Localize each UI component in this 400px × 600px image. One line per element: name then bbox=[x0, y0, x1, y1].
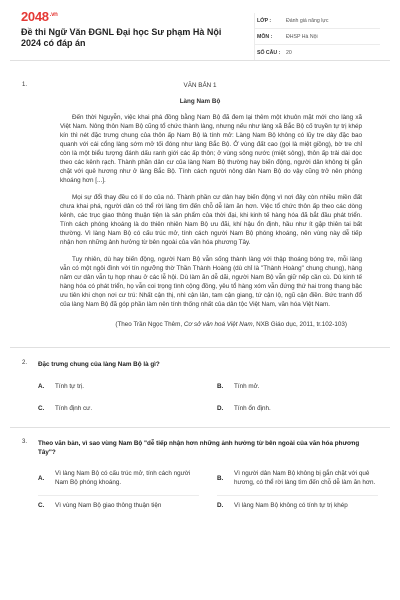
page-header bbox=[0, 0, 400, 60]
section-title: VĂN BẢN 1 bbox=[183, 82, 217, 89]
question-text: Đặc trưng chung của làng Nam Bộ là gì? bbox=[38, 361, 160, 368]
question-number: 1. bbox=[22, 82, 28, 88]
option-text: Vì người dân Nam Bộ không bị gắn chặt với quê hương, có thể rời làng tìm đến chỗ dễ làm ăn hơn. bbox=[234, 470, 376, 486]
option-letter: D. bbox=[217, 502, 224, 509]
option-letter: C. bbox=[38, 404, 45, 412]
passage-source bbox=[22, 321, 347, 328]
answer-option-d[interactable] bbox=[217, 496, 378, 510]
source-prefix: (Theo Trần Ngọc Thêm, bbox=[115, 321, 184, 328]
passage-paragraph: Đến thời Nguyễn, việc khai phá đồng bằng Nam Bộ đã đem lại thêm một khuôn mặt mới cho làng xã Việt Nam. Nông thôn Nam Bộ cũng tổ chức thành làng, nhưng nếu như làng xã Bắc Bộ cố truyền tự trị khép kín thì nét đặc trưng chung của thôn ấp Nam Bộ là tính mở: Làng Nam Bộ không có lũy tre dày đặc bao quanh với cái cổng làng sớm mở tối đóng như làng Bắc Bộ. Ở vùng đất cao (gọi là miệt giồng), bờ tre chỉ còn là một biểu tượng đánh dấu ranh giới các ấp thôn; ở vùng sông nước (miệt sông), thôn ấp trải dài dọc theo các kênh rạch. Thành phần dân cư của làng Nam Bộ thường hay biến động, người dân không bị gắn chặt với quê hương như ở làng Bắc Bộ. Tính cách người nông dân Nam Bộ do vậy cũng trở nên phóng khoáng hơn [...]. bbox=[60, 114, 362, 184]
question-1 bbox=[0, 61, 400, 328]
site-logo[interactable] bbox=[21, 9, 58, 24]
answer-option-b[interactable] bbox=[217, 375, 378, 397]
answer-option-c[interactable] bbox=[38, 496, 199, 510]
question-2 bbox=[0, 348, 400, 419]
question-3 bbox=[0, 428, 400, 510]
option-letter: A. bbox=[38, 382, 45, 390]
option-letter: B. bbox=[217, 382, 224, 390]
meta-row-class bbox=[255, 13, 380, 29]
passage-paragraph: Tuy nhiên, dù hay biến động, người Nam Bộ vẫn sống thành làng với thập thoáng bóng tre, mỗi làng vẫn có một ngôi đình với tín ngưỡng thờ Thần Thành Hoàng (dù chỉ là "Thành Hoàng" chung chung), hàng năm cư dân vẫn tụ họp nhau ở các lễ hội. Dù làm ăn dễ dãi, người Nam Bộ vẫn giữ nếp cần cù. Dù kinh tế hàng hóa có phát triển, họ vẫn coi trọng tình cộng đồng, yêu tổ hàng xóm vẫn đứng thứ hai trong thang bậc ưu tiên khi chọn nơi cư trú: Nhất cận thị, nhì cận lân, tam cận giang, tứ cận lộ, ngũ cận điền. Bức tranh đổ của làng Nam Bộ đã góp phần làm nên tính thống nhất của dân tộc Việt Nam, văn hóa Việt Nam. bbox=[60, 256, 362, 308]
answer-option-a[interactable] bbox=[38, 461, 199, 496]
answer-option-d[interactable] bbox=[217, 397, 378, 419]
option-text: Vì vùng Nam Bộ giao thông thuận tiện bbox=[55, 502, 162, 509]
meta-label: LỚP : bbox=[257, 17, 272, 24]
meta-value[interactable]: ĐHSP Hà Nội bbox=[286, 33, 318, 40]
meta-row-subject bbox=[255, 29, 380, 45]
passage-paragraph: Mọi sự đổi thay đều có lí do của nó. Thành phần cư dân hay biến động vì nơi đây còn nhiều miền đất chưa khai phá, người dân có thể rời làng tìm đến chỗ dễ làm ăn hơn. Việc tổ chức thôn ấp theo các dòng kênh, các trục giao thông thuận tiện là sản phẩm của thời đại, khi kinh tế hàng hóa đã bắt đầu phát triển. Tính cách phóng khoáng là do thiên nhiên Nam Bộ ưu đãi, khí hậu ổn định, hầu như ít gặp thiên tai bất thường. Vì làng Nam Bộ có cấu trúc mở, tính cách người Nam Bộ phóng khoáng, nên vùng này dễ tiếp nhận hơn những ảnh hưởng từ bên ngoài của văn hóa phương Tây. bbox=[60, 194, 362, 246]
option-letter: C. bbox=[38, 502, 45, 509]
meta-label: SỐ CÂU : bbox=[257, 49, 281, 56]
option-letter: B. bbox=[217, 474, 224, 482]
answer-options bbox=[38, 461, 378, 510]
option-text: Tính mở. bbox=[234, 382, 260, 390]
meta-value[interactable]: Đánh giá năng lực bbox=[286, 17, 329, 24]
option-letter: A. bbox=[38, 474, 45, 482]
question-number: 2. bbox=[22, 360, 28, 366]
meta-row-count bbox=[255, 45, 380, 60]
option-text: Vì làng Nam Bộ không có tính tự trị khép bbox=[234, 502, 348, 509]
option-text: Tính định cư. bbox=[55, 404, 93, 412]
document-title: Đề thi Ngữ Văn ĐGNL Đại học Sư phạm Hà Nội 2024 có đáp án bbox=[21, 27, 222, 48]
meta-label: MÔN : bbox=[257, 33, 273, 40]
source-book-title: Cơ sở văn hoá Việt Nam bbox=[183, 321, 253, 328]
answer-options bbox=[38, 375, 378, 419]
logo-text: 2048 bbox=[21, 9, 49, 24]
exam-meta-table bbox=[254, 13, 380, 60]
option-text: Tính tự trị. bbox=[55, 382, 85, 390]
answer-option-a[interactable] bbox=[38, 375, 199, 397]
source-suffix: , NXB Giáo dục, 2011, tr.102-103) bbox=[252, 321, 347, 328]
option-text: Vì làng Nam Bộ có cấu trúc mở, tính cách người Nam Bộ phóng khoáng. bbox=[55, 470, 191, 486]
meta-value: 20 bbox=[286, 49, 292, 56]
answer-option-c[interactable] bbox=[38, 397, 199, 419]
answer-option-b[interactable] bbox=[217, 461, 378, 496]
passage-title: Làng Nam Bộ bbox=[179, 98, 221, 105]
option-text: Tính ổn định. bbox=[234, 404, 271, 412]
option-letter: D. bbox=[217, 404, 224, 412]
question-number: 3. bbox=[22, 439, 28, 445]
logo-suffix: .vn bbox=[49, 11, 58, 18]
question-text: Theo văn bản, vì sao vùng Nam Bộ "dễ tiếp nhận hơn những ảnh hưởng từ bên ngoài của văn hóa phương Tây"? bbox=[38, 440, 360, 456]
